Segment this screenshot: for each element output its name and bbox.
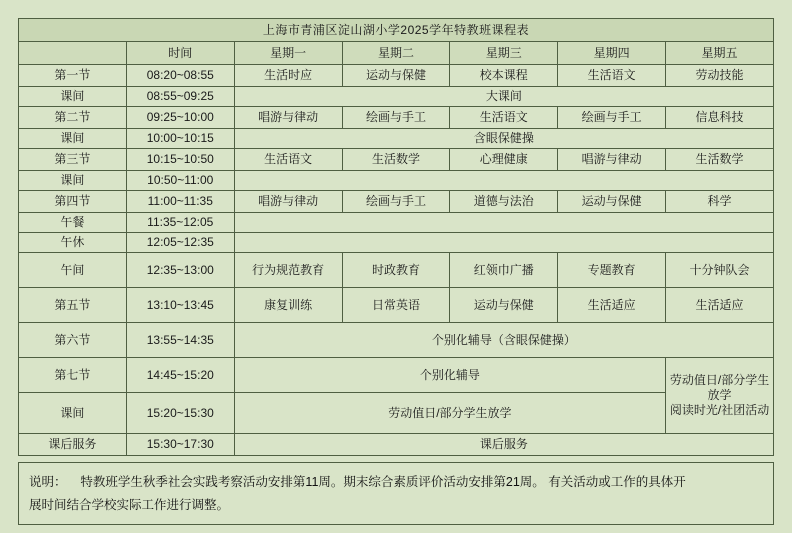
cell-thursday: 绘画与手工: [558, 107, 666, 129]
table-row: [19, 393, 774, 434]
cell-merged: 个别化辅导: [234, 358, 665, 393]
row-time: 12:35~13:00: [126, 253, 234, 288]
row-time: 10:50~11:00: [126, 171, 234, 191]
title-row: [19, 19, 774, 42]
cell-friday-line2: 阅读时光/社团活动: [669, 403, 770, 417]
table-row: [19, 107, 774, 129]
cell-friday: 生活数学: [666, 149, 774, 171]
cell-monday: 康复训练: [234, 288, 342, 323]
schedule-table-body: [19, 19, 774, 456]
cell-tuesday: 绘画与手工: [342, 107, 450, 129]
header-cell-monday: 星期一: [234, 42, 342, 65]
row-label: 课后服务: [19, 434, 127, 456]
cell-merged: [234, 171, 773, 191]
table-row: [19, 149, 774, 171]
cell-merged: 劳动值日/部分学生放学: [234, 393, 665, 434]
row-label: 第五节: [19, 288, 127, 323]
header-cell-blank: [19, 42, 127, 65]
row-time: 08:55~09:25: [126, 87, 234, 107]
table-row: [19, 65, 774, 87]
cell-friday: 信息科技: [666, 107, 774, 129]
row-label: 第二节: [19, 107, 127, 129]
cell-wednesday: 运动与保健: [450, 288, 558, 323]
table-row: [19, 323, 774, 358]
cell-tuesday: 生活数学: [342, 149, 450, 171]
row-label: 课间: [19, 171, 127, 191]
cell-friday: 生活适应: [666, 288, 774, 323]
cell-friday: 十分钟队会: [666, 253, 774, 288]
cell-wednesday: 心理健康: [450, 149, 558, 171]
table-row: [19, 253, 774, 288]
cell-merged: 个别化辅导（含眼保健操）: [234, 323, 773, 358]
cell-monday: 行为规范教育: [234, 253, 342, 288]
note-line-1: 特教班学生秋季社会实践考察活动安排第11周。期末综合素质评价活动安排第21周。 有关活动或工作的具体开: [80, 475, 686, 489]
row-time: 12:05~12:35: [126, 233, 234, 253]
page-title: 上海市青浦区淀山湖小学2025学年特教班课程表: [19, 19, 774, 42]
cell-merged: 课后服务: [234, 434, 773, 456]
row-label: 课间: [19, 129, 127, 149]
table-row: [19, 213, 774, 233]
table-row: [19, 233, 774, 253]
schedule-table: [18, 18, 774, 456]
cell-tuesday: 绘画与手工: [342, 191, 450, 213]
row-label: 第七节: [19, 358, 127, 393]
table-row: [19, 434, 774, 456]
row-time: 13:55~14:35: [126, 323, 234, 358]
table-row: [19, 171, 774, 191]
cell-thursday: 专题教育: [558, 253, 666, 288]
row-label: 第三节: [19, 149, 127, 171]
cell-wednesday: 道德与法治: [450, 191, 558, 213]
note-line-2: 展时间结合学校实际工作进行调整。: [29, 497, 230, 512]
header-cell-friday: 星期五: [666, 42, 774, 65]
cell-merged: [234, 213, 773, 233]
row-label: 课间: [19, 87, 127, 107]
header-cell-thursday: 星期四: [558, 42, 666, 65]
row-time: 15:20~15:30: [126, 393, 234, 434]
header-cell-wednesday: 星期三: [450, 42, 558, 65]
cell-merged: 大课间: [234, 87, 773, 107]
cell-merged: 含眼保健操: [234, 129, 773, 149]
row-time: 13:10~13:45: [126, 288, 234, 323]
cell-friday-merged: [666, 358, 774, 434]
cell-wednesday: 生活语文: [450, 107, 558, 129]
header-cell-time: 时间: [126, 42, 234, 65]
row-label: 第四节: [19, 191, 127, 213]
cell-merged: [234, 233, 773, 253]
cell-tuesday: 日常英语: [342, 288, 450, 323]
row-time: 15:30~17:30: [126, 434, 234, 456]
row-label: 第六节: [19, 323, 127, 358]
table-row: [19, 87, 774, 107]
row-time: 08:20~08:55: [126, 65, 234, 87]
table-row: [19, 288, 774, 323]
table-row: [19, 191, 774, 213]
cell-tuesday: 时政教育: [342, 253, 450, 288]
cell-monday: 生活语文: [234, 149, 342, 171]
cell-friday: 劳动技能: [666, 65, 774, 87]
row-time: 14:45~15:20: [126, 358, 234, 393]
row-time: 11:00~11:35: [126, 191, 234, 213]
cell-thursday: 运动与保健: [558, 191, 666, 213]
header-row: [19, 42, 774, 65]
cell-thursday: 唱游与律动: [558, 149, 666, 171]
row-label: 午餐: [19, 213, 127, 233]
row-label: 午间: [19, 253, 127, 288]
row-time: 09:25~10:00: [126, 107, 234, 129]
cell-monday: 生活时应: [234, 65, 342, 87]
cell-thursday: 生活适应: [558, 288, 666, 323]
cell-monday: 唱游与律动: [234, 107, 342, 129]
cell-thursday: 生活语文: [558, 65, 666, 87]
cell-monday: 唱游与律动: [234, 191, 342, 213]
cell-friday: 科学: [666, 191, 774, 213]
row-label: 课间: [19, 393, 127, 434]
header-cell-tuesday: 星期二: [342, 42, 450, 65]
note-label: 说明：: [29, 475, 67, 489]
row-time: 11:35~12:05: [126, 213, 234, 233]
table-row: [19, 129, 774, 149]
cell-tuesday: 运动与保健: [342, 65, 450, 87]
cell-wednesday: 红领巾广播: [450, 253, 558, 288]
note-box: [18, 462, 774, 525]
row-label: 午休: [19, 233, 127, 253]
row-time: 10:00~10:15: [126, 129, 234, 149]
cell-wednesday: 校本课程: [450, 65, 558, 87]
cell-friday-line1: 劳动值日/部分学生放学: [669, 373, 770, 402]
table-row: [19, 358, 774, 393]
row-time: 10:15~10:50: [126, 149, 234, 171]
row-label: 第一节: [19, 65, 127, 87]
